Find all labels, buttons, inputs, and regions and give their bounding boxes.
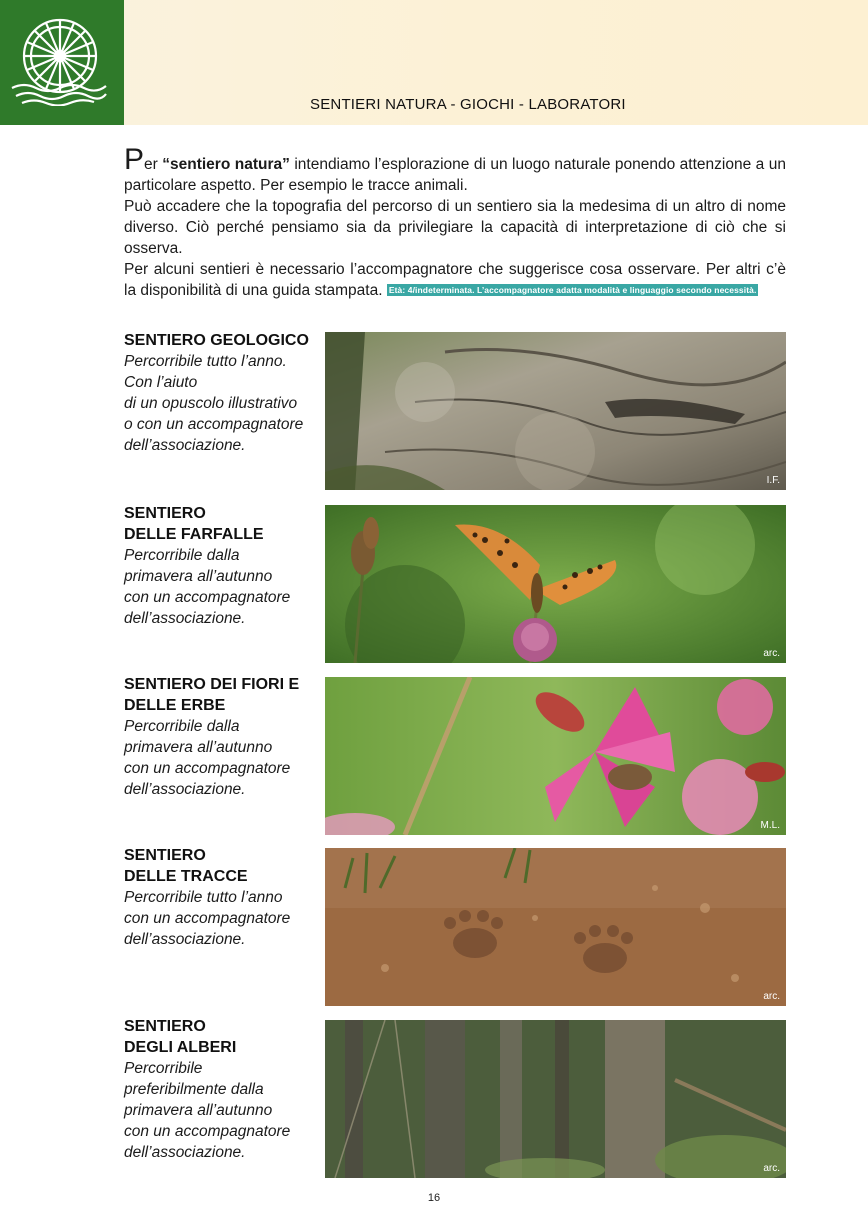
animal-tracks-image	[325, 848, 786, 1006]
page-number: 16	[427, 1192, 441, 1204]
trail-description: Percorribile tutto l’anno. Con l’aiuto di un opuscolo illustrativo o con un accompagnatore dell’associazione.	[124, 353, 304, 454]
photo-credit: M.L.	[760, 820, 780, 831]
trail-description: Percorribile dalla primavera all’autunno con un accompagnatore dell’associazione.	[124, 718, 291, 798]
trail-title: SENTIERO DELLE TRACCE	[124, 847, 248, 885]
trail-tracce	[124, 845, 324, 950]
trail-fiori-erbe	[124, 674, 324, 800]
photo-credit: arc.	[763, 648, 780, 659]
intro-p1-rest: intendiamo l’esplorazione di un luogo naturale ponendo attenzione a un particolare aspetto. Per esempio le tracce animali.	[124, 156, 786, 194]
intro-p3-text: Per alcuni sentieri è necessario l’accompagnatore che suggerisce cosa osservare. Per altri c’è la disponibilità di una guida stampata.	[124, 261, 786, 299]
trail-farfalle	[124, 503, 324, 629]
logo	[0, 0, 124, 125]
trail-title: SENTIERO GEOLOGICO	[124, 332, 309, 349]
butterfly-image	[325, 505, 786, 663]
age-note-badge: Età: 4/indeterminata. L’accompagnatore adatta modalità e linguaggio secondo necessità.	[388, 285, 757, 295]
intro-paragraph-3	[124, 259, 786, 301]
intro-term: “sentiero natura”	[162, 156, 290, 173]
rock-wall-image	[325, 332, 786, 490]
flowers-image	[325, 677, 786, 835]
photo-butterfly	[325, 505, 786, 663]
drop-cap: P	[124, 143, 145, 176]
trail-description: Percorribile preferibilmente dalla primavera all’autunno con un accompagnatore dell’associazione.	[124, 1060, 291, 1161]
trail-description: Percorribile tutto l’anno con un accompagnatore dell’associazione.	[124, 889, 291, 948]
trail-geologico	[124, 330, 324, 456]
forest-image	[325, 1020, 786, 1178]
trail-description: Percorribile dalla primavera all’autunno con un accompagnatore dell’associazione.	[124, 547, 291, 627]
photo-trees	[325, 1020, 786, 1178]
trail-alberi	[124, 1016, 324, 1163]
intro-text	[124, 143, 786, 301]
trail-title: SENTIERO DEGLI ALBERI	[124, 1018, 237, 1056]
page-title: SENTIERI NATURA - GIOCHI - LABORATORI	[310, 96, 626, 113]
trail-title: SENTIERO DEI FIORI E DELLE ERBE	[124, 676, 300, 714]
intro-paragraph-2: Può accadere che la topografia del percorso di un sentiero sia la medesima di un altro di nome diverso. Ciò perché pensiamo sia da privilegiare la capacità di interpretazione di ciò che si osserva.	[124, 198, 786, 257]
intro-lead: er	[144, 156, 163, 173]
photo-flowers	[325, 677, 786, 835]
page-header	[0, 0, 868, 125]
photo-tracks	[325, 848, 786, 1006]
trail-title: SENTIERO DELLE FARFALLE	[124, 505, 264, 543]
photo-credit: arc.	[763, 1163, 780, 1174]
photo-credit: arc.	[763, 991, 780, 1002]
waterwheel-logo-icon	[8, 14, 108, 106]
photo-credit: I.F.	[766, 475, 780, 486]
intro-paragraph-1	[124, 143, 786, 196]
photo-rock-wall	[325, 332, 786, 490]
